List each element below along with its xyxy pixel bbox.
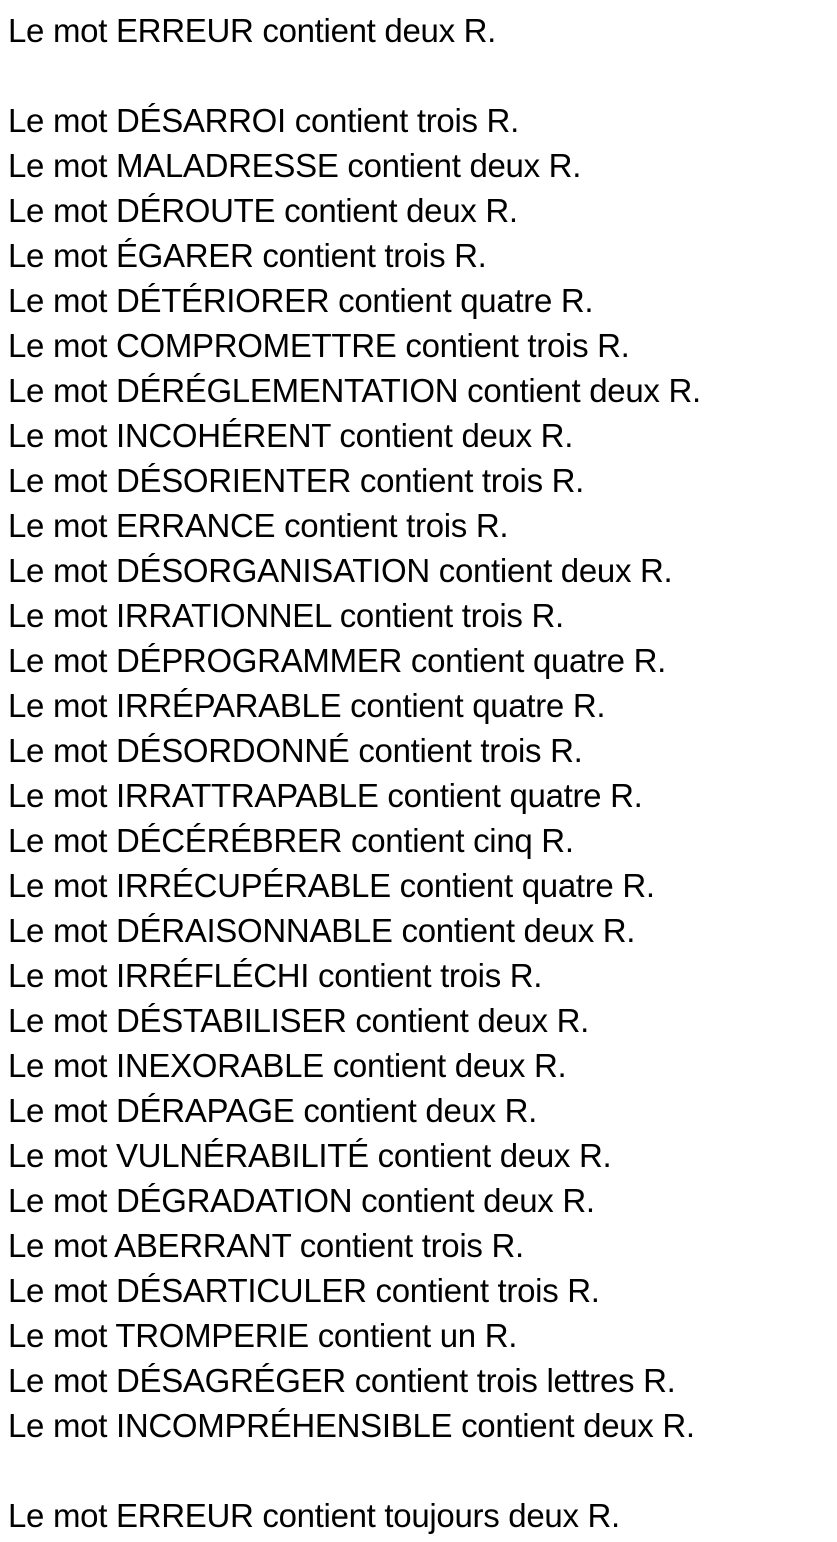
list-line: Le mot COMPROMETTRE contient trois R. (8, 327, 630, 364)
list-line: Le mot IRRÉFLÉCHI contient trois R. (8, 957, 543, 994)
list-line: Le mot INEXORABLE contient deux R. (8, 1047, 567, 1084)
list-line: Le mot DÉSAGRÉGER contient trois lettres R. (8, 1362, 676, 1399)
list-line: Le mot INCOMPRÉHENSIBLE contient deux R. (8, 1407, 695, 1444)
list-line: Le mot IRRATIONNEL contient trois R. (8, 597, 564, 634)
list-line: Le mot DÉCÉRÉBRER contient cinq R. (8, 822, 574, 859)
list-line: Le mot MALADRESSE contient deux R. (8, 147, 582, 184)
list-line: Le mot DÉSORDONNÉ contient trois R. (8, 732, 583, 769)
list-line: Le mot DÉGRADATION contient deux R. (8, 1182, 595, 1219)
list-line: Le mot DÉRAISONNABLE contient deux R. (8, 912, 636, 949)
paragraph-gap (8, 1448, 837, 1493)
list-line: Le mot DÉTÉRIORER contient quatre R. (8, 282, 594, 319)
list-line: Le mot DÉSTABILISER contient deux R. (8, 1002, 590, 1039)
list-line: Le mot IRRATTRAPABLE contient quatre R. (8, 777, 643, 814)
list-line: Le mot IRRÉPARABLE contient quatre R. (8, 687, 606, 724)
list-line: Le mot DÉSARTICULER contient trois R. (8, 1272, 600, 1309)
list-line: Le mot ERRANCE contient trois R. (8, 507, 509, 544)
list-line: Le mot VULNÉRABILITÉ contient deux R. (8, 1137, 612, 1174)
list-line: Le mot IRRÉCUPÉRABLE contient quatre R. (8, 867, 655, 904)
list-line: Le mot DÉRAPAGE contient deux R. (8, 1092, 538, 1129)
list-line: Le mot DÉROUTE contient deux R. (8, 192, 518, 229)
list-line: Le mot ABERRANT contient trois R. (8, 1227, 524, 1264)
list-line: Le mot DÉRÉGLEMENTATION contient deux R. (8, 372, 701, 409)
list-line: Le mot DÉPROGRAMMER contient quatre R. (8, 642, 666, 679)
list-line: Le mot INCOHÉRENT contient deux R. (8, 417, 574, 454)
list-line: Le mot DÉSARROI contient trois R. (8, 102, 519, 139)
intro-line: Le mot ERREUR contient deux R. (8, 12, 497, 49)
list-line: Le mot ÉGARER contient trois R. (8, 237, 487, 274)
document-body (8, 8, 837, 1538)
list-line: Le mot TROMPERIE contient un R. (8, 1317, 518, 1354)
outro-line: Le mot ERREUR contient toujours deux R. (8, 1497, 620, 1534)
list-line: Le mot DÉSORIENTER contient trois R. (8, 462, 585, 499)
list-line: Le mot DÉSORGANISATION contient deux R. (8, 552, 673, 589)
paragraph-gap (8, 53, 837, 98)
